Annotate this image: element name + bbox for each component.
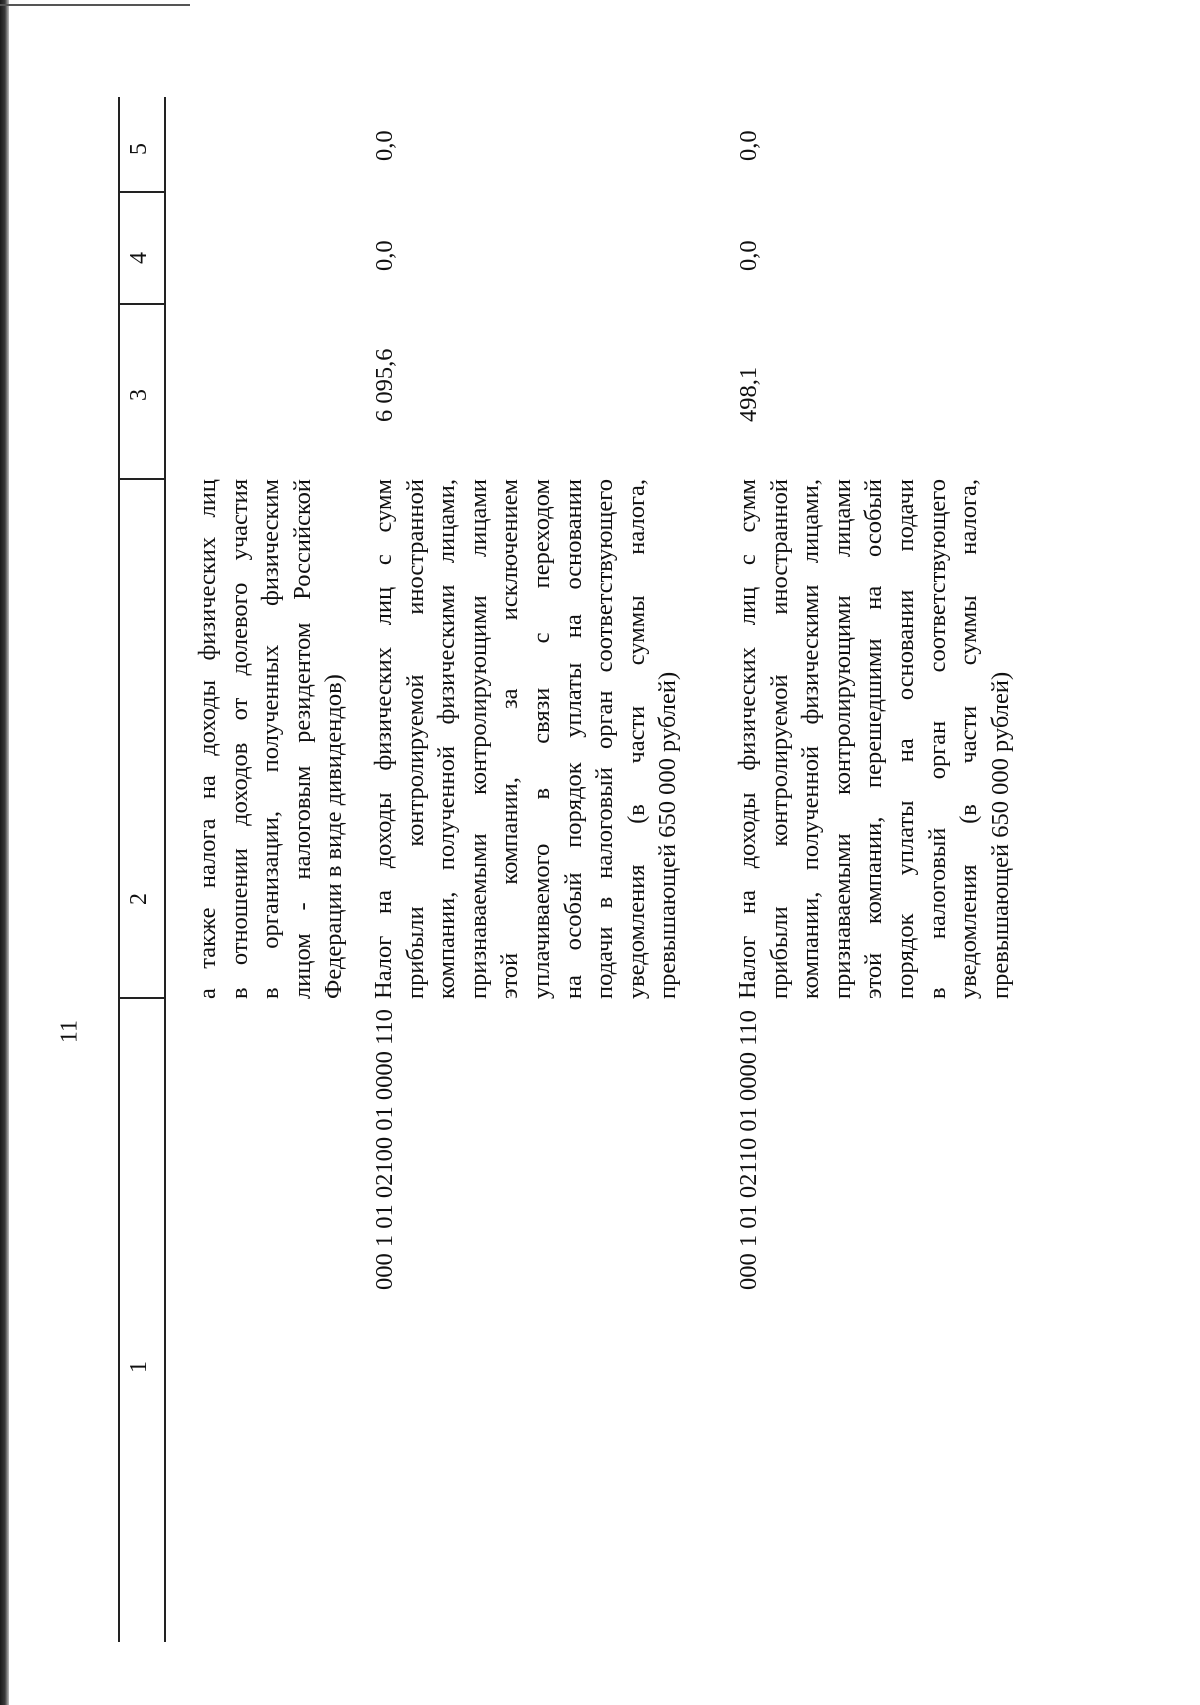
row1-line: признаваемыми контролирующими лицами — [464, 479, 492, 999]
row1-col3-value: 6 095,6 — [371, 348, 398, 422]
row1-line: этой компании, за исключением — [496, 479, 524, 999]
row2-col4-value: 0,0 — [735, 240, 762, 271]
row2-description — [732, 479, 1016, 999]
continuation-line: а также налога на доходы физических лиц — [194, 479, 221, 999]
row2-line: этой компании, перешедшими на особый — [860, 479, 888, 999]
row2-line: порядок уплаты на основании подачи — [891, 479, 919, 999]
row1-col5-value: 0,0 — [371, 130, 398, 161]
row2-line: прибыли контролируемой иностранной — [765, 479, 793, 999]
row1-col4-value: 0,0 — [371, 240, 398, 271]
header-col-3: 3 — [126, 389, 152, 401]
page-number: 11 — [56, 1019, 83, 1044]
header-bottom-rule — [164, 97, 166, 1642]
row1-line: Налог на доходы физических лиц с сумм — [370, 479, 397, 999]
continuation-line: в организации, полученных физическим — [257, 479, 285, 999]
continuation-line: в отношении доходов от долевого участия — [225, 479, 253, 999]
row1-line: превышающей 650 000 рублей) — [654, 671, 682, 999]
header-col-5: 5 — [126, 143, 152, 155]
continuation-line: Федерации в виде дивидендов) — [320, 674, 348, 999]
row2-code: 000 1 01 02110 01 0000 110 — [735, 1010, 762, 1290]
header-top-rule — [118, 97, 120, 1642]
row1-line: уплачиваемого в связи с переходом — [527, 479, 555, 999]
row2-col3-value: 498,1 — [735, 366, 762, 422]
row1-line: на особый порядок уплаты на основании — [559, 479, 587, 999]
row1-line: прибыли контролируемой иностранной — [401, 479, 429, 999]
row1-code: 000 1 01 02100 01 0000 110 — [371, 1009, 398, 1290]
row1-line: уведомления (в части суммы налога, — [622, 479, 650, 999]
continuation-line: лицом - налоговым резидентом Российской — [288, 479, 316, 999]
continuation-description — [192, 479, 350, 999]
row2-line: признаваемыми контролирующими лицами — [828, 479, 856, 999]
row1-description — [368, 479, 684, 999]
row2-line: компании, полученной физическими лицами, — [797, 479, 825, 999]
header-col-1: 1 — [126, 1361, 152, 1373]
col-sep-1-2 — [118, 997, 164, 999]
header-col-2: 2 — [126, 893, 152, 905]
row2-col5-value: 0,0 — [735, 130, 762, 161]
col-sep-2-3 — [118, 478, 164, 480]
row1-line: подачи в налоговый орган соответствующего — [591, 479, 619, 999]
header-col-4: 4 — [126, 252, 152, 264]
col-sep-4-5 — [118, 191, 164, 193]
row2-line: превышающей 650 000 рублей) — [986, 671, 1014, 999]
row1-line: компании, полученной физическими лицами, — [433, 479, 461, 999]
row2-line: Налог на доходы физических лиц с сумм — [734, 479, 761, 999]
col-sep-3-4 — [118, 303, 164, 305]
row2-line: уведомления (в части суммы налога, — [955, 479, 983, 999]
row2-line: в налоговый орган соответствующего — [923, 479, 951, 999]
